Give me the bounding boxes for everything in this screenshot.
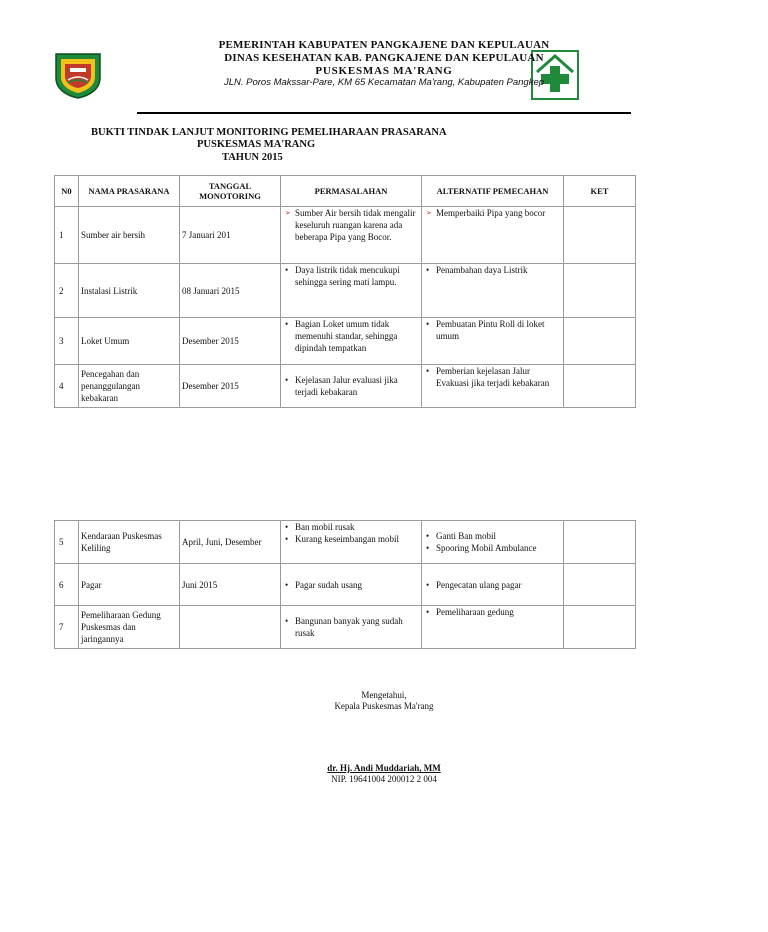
row-ket <box>564 264 636 318</box>
row-permasalahan-item: • Daya listrik tidak mencukupi sehingga sering mati lampu. <box>283 264 419 288</box>
row-alternatif-item: ➢ Memperbaiki Pipa yang bocor <box>424 207 561 219</box>
row-tanggal: 7 Januari 201 <box>180 207 281 264</box>
row-permasalahan-item: • Bagian Loket umum tidak memenuhi standar, sehingga dipindah tempatkan <box>283 318 419 354</box>
row-permasalahan-item: • Bangunan banyak yang sudah rusak <box>283 615 419 639</box>
table-row <box>55 365 636 408</box>
row-tanggal <box>180 606 281 649</box>
header-line-2: DINAS KESEHATAN KAB. PANGKAJENE DAN KEPULAUAN <box>224 52 544 64</box>
row-nama: Pencegahan dan penanggulangan kebakaran <box>79 365 180 408</box>
row-permasalahan-item: • Pagar sudah usang <box>283 579 419 591</box>
table-row <box>55 318 636 365</box>
signature-nip: NIP. 19641004 200012 2 004 <box>331 774 437 784</box>
row-tanggal: Juni 2015 <box>180 564 281 606</box>
row-ket <box>564 521 636 564</box>
header-line-3: PUSKESMAS MA'RANG <box>315 65 453 77</box>
header-alternatif: ALTERNATIF PEMECAHAN <box>422 176 564 207</box>
doc-title-line-2: PUSKESMAS MA'RANG <box>197 139 316 150</box>
row-ket <box>564 207 636 264</box>
row-no: 3 <box>55 318 79 365</box>
row-alternatif-item: • Pengecatan ulang pagar <box>424 579 561 591</box>
row-tanggal: April, Juni, Desember <box>180 521 281 564</box>
header-tanggal: TANGGAL MONOTORING <box>180 176 281 207</box>
row-ket <box>564 318 636 365</box>
signature-position: Kepala Puskesmas Ma'rang <box>334 701 434 711</box>
row-ket <box>564 564 636 606</box>
row-no: 2 <box>55 264 79 318</box>
table-row <box>55 521 636 564</box>
row-permasalahan-item: • Kejelasan Jalur evaluasi jika terjadi kebakaran <box>283 374 419 398</box>
row-permasalahan-item: ➢ Sumber Air bersih tidak mengalir keseluruh ruangan karena ada beberapa Pipa yang Bocor. <box>283 207 419 243</box>
row-alternatif-item: • Ganti Ban mobil <box>424 530 561 542</box>
row-alternatif-item: • Spooring Mobil Ambulance <box>424 542 561 554</box>
row-no: 7 <box>55 606 79 649</box>
doc-title-line-3: TAHUN 2015 <box>222 152 283 163</box>
row-alternatif-item: • Pemberian kejelasan Jalur Evakuasi jika terjadi kebakaran <box>424 365 561 389</box>
row-nama: Pagar <box>79 564 180 606</box>
table-header-row <box>55 176 636 207</box>
row-alternatif-item: • Penambahan daya Listrik <box>424 264 561 276</box>
table-row <box>55 606 636 649</box>
row-nama: Instalasi Listrik <box>79 264 180 318</box>
header-nama-prasarana: NAMA PRASARANA <box>79 176 180 207</box>
header-permasalahan: PERMASALAHAN <box>281 176 422 207</box>
row-ket <box>564 606 636 649</box>
row-alternatif-item: • Pembuatan Pintu Roll di loket umum <box>424 318 561 342</box>
maintenance-table-part-2 <box>54 520 636 649</box>
header-divider <box>137 112 631 114</box>
header-address: JLN. Poros Makssar-Pare, KM 65 Kecamatan Ma'rang, Kabupaten Pangkep <box>223 77 545 88</box>
maintenance-table-part-1 <box>54 175 636 408</box>
row-nama: Pemeliharaan Gedung Puskesmas dan jaringannya <box>79 606 180 649</box>
row-tanggal: Desember 2015 <box>180 318 281 365</box>
table-row <box>55 564 636 606</box>
row-no: 1 <box>55 207 79 264</box>
row-no: 5 <box>55 521 79 564</box>
row-nama: Loket Umum <box>79 318 180 365</box>
header-ket: KET <box>564 176 636 207</box>
row-permasalahan-item: • Ban mobil rusak <box>283 521 419 533</box>
table-row <box>55 207 636 264</box>
row-alternatif-item: • Pemeliharaan gedung <box>424 606 561 618</box>
row-ket <box>564 365 636 408</box>
header-line-1: PEMERINTAH KABUPATEN PANGKAJENE DAN KEPULAUAN <box>218 39 550 51</box>
header-no: N0 <box>55 176 79 207</box>
row-tanggal: 08 Januari 2015 <box>180 264 281 318</box>
signature-name: dr. Hj. Andi Muddariah, MM <box>327 763 441 773</box>
row-nama: Sumber air bersih <box>79 207 180 264</box>
row-no: 6 <box>55 564 79 606</box>
table-row <box>55 264 636 318</box>
doc-title-line-1: BUKTI TINDAK LANJUT MONITORING PEMELIHARAAN PRASARANA <box>91 127 447 138</box>
row-nama: Kendaraan Puskesmas Keliling <box>79 521 180 564</box>
row-tanggal: Desember 2015 <box>180 365 281 408</box>
row-permasalahan-item: • Kurang keseimbangan mobil <box>283 533 419 545</box>
row-no: 4 <box>55 365 79 408</box>
signature-acknowledged: Mengetahui, <box>361 690 407 700</box>
